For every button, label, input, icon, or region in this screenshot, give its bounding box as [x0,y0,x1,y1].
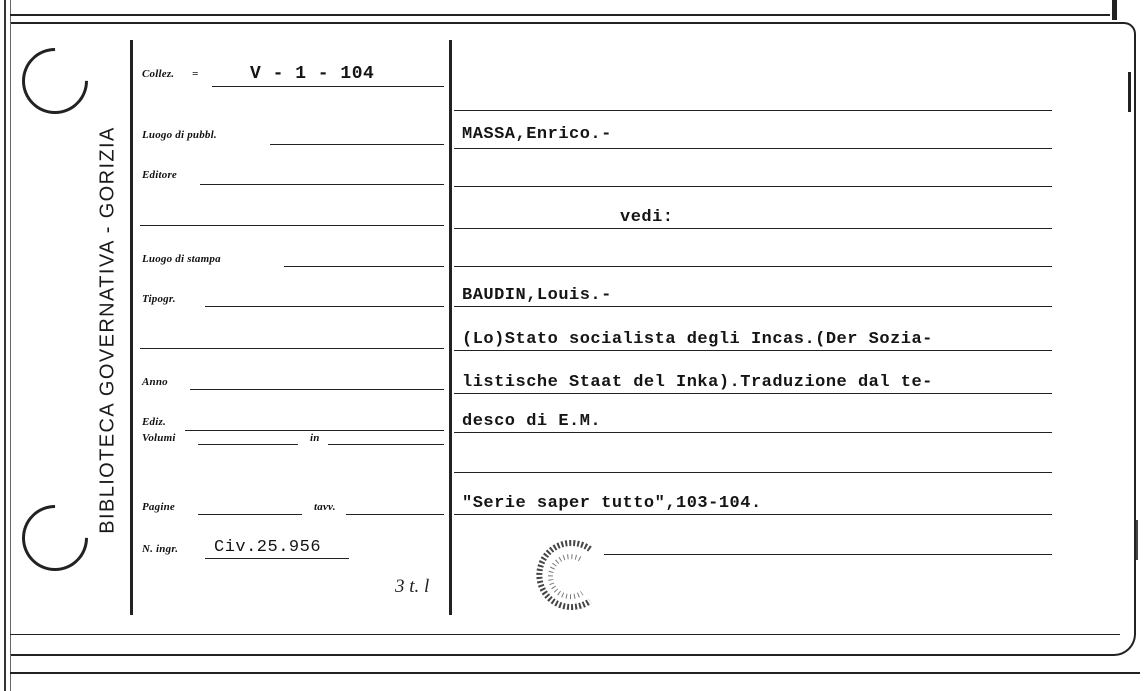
collocazione-value: V - 1 - 104 [250,64,375,84]
center-column-divider [449,40,452,615]
luogo-pubbl-label: Luogo di pubbl. [142,129,217,141]
volumi-rule [198,444,298,445]
right-rule-4 [454,228,1052,229]
luogo-stampa-rule [284,266,444,267]
bottom-rule-2 [10,672,1140,674]
edizione-rule [185,430,444,431]
luogo-pubbl-rule [270,144,444,145]
tipografia-rule [205,306,444,307]
library-stamp [528,535,608,615]
n-ingresso-value: Civ.25.956 [214,538,322,557]
pagine-rule [198,514,302,515]
right-rule-5 [454,266,1052,267]
series-statement: "Serie saper tutto",103-104. [462,494,762,513]
title-line-3: desco di E.M. [462,412,602,431]
right-rule-11 [454,514,1052,515]
bottom-rule-1 [10,634,1120,635]
tipografia-label: Tipogr. [142,293,176,305]
collocazione-eq: = [192,68,199,80]
handwritten-note: 3 t. l [395,576,430,597]
top-right-mark [1112,0,1117,20]
tavole-label: tavv. [314,501,336,513]
right-rule-10 [454,472,1052,473]
editore-rule [200,184,444,185]
in-label: in [310,432,320,444]
right-rule-7 [454,350,1052,351]
main-author: BAUDIN,Louis.- [462,286,612,305]
luogo-stampa-label: Luogo di stampa [142,253,221,265]
left-blank-rule-1 [140,225,444,226]
right-edge-mark-top [1128,72,1131,112]
right-rule-3 [454,186,1052,187]
n-ingresso-label: N. ingr. [142,543,179,555]
right-rule-6 [454,306,1052,307]
editore-label: Editore [142,169,178,181]
right-rule-2 [454,148,1052,149]
left-blank-rule-2 [140,348,444,349]
right-rule-8 [454,393,1052,394]
see-label: vedi: [620,208,674,227]
edizione-label: Ediz. [142,416,166,428]
left-edge-line [4,0,6,691]
anno-rule [190,389,444,390]
top-edge-line [10,14,1110,16]
anno-label: Anno [142,376,168,388]
volumi-label: Volumi [142,432,176,444]
collocazione-rule [212,86,444,87]
left-edge-line-inner [10,0,11,691]
pagine-label: Pagine [142,501,175,513]
right-rule-1 [454,110,1052,111]
right-edge-mark-bottom [1136,520,1138,560]
right-rule-9 [454,432,1052,433]
title-line-2: listische Staat del Inka).Traduzione dal te- [462,373,933,392]
collocazione-label: Collez. [142,68,175,80]
tavole-rule [346,514,444,515]
left-column-divider [130,40,133,615]
title-line-1: (Lo)Stato socialista degli Incas.(Der Sozia- [462,330,933,349]
in-rule [328,444,444,445]
library-name: BIBLIOTECA GOVERNATIVA - GORIZIA [96,126,119,534]
author-reference: MASSA,Enrico.- [462,125,612,144]
right-rule-12 [604,554,1052,555]
n-ingresso-rule [205,558,349,559]
